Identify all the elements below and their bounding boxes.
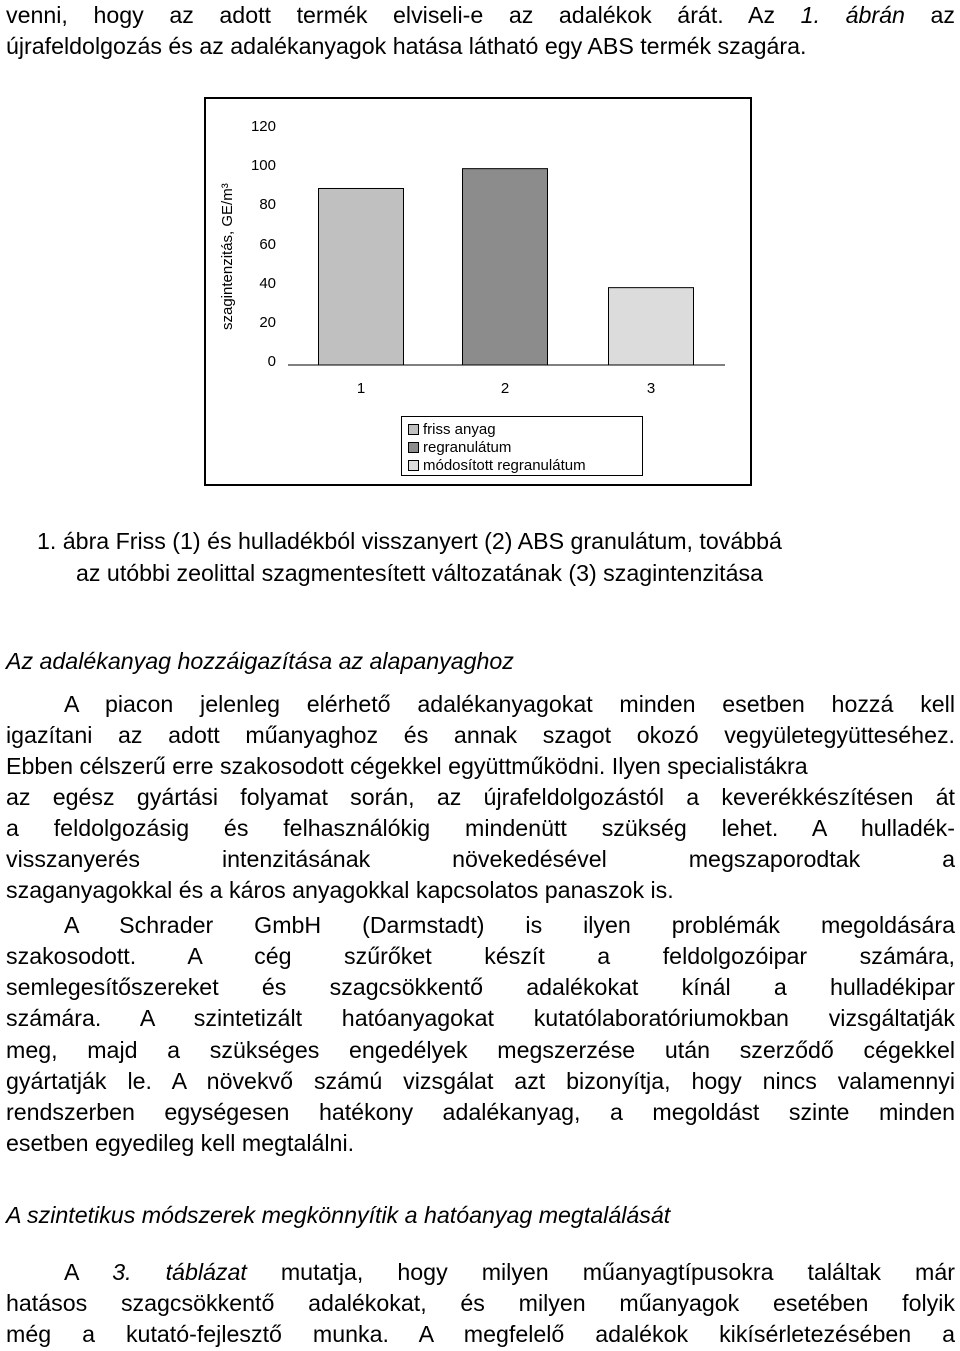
- y-tick-label: 60: [259, 236, 276, 253]
- paragraph-line: újrafeldolgozás és az adalékanyagok hatása látható egy ABS termék szagára.: [6, 33, 807, 59]
- paragraph-line: esetben egyedileg kell megtalálni.: [6, 1130, 355, 1156]
- paragraph-line: semlegesítőszereket és szagcsökkentő adalékokat kínál a hulladékipar: [6, 974, 955, 1000]
- bar-1: [319, 188, 404, 365]
- y-axis-title: szagintenzitás, GE/m³: [219, 183, 236, 330]
- legend-swatch: [408, 442, 419, 453]
- x-tick-label: 3: [646, 380, 656, 397]
- paragraph-line: A Schrader GmbH (Darmstadt) is ilyen problémák megoldására: [64, 912, 955, 938]
- paragraph-line: igazítani az adott műanyaghoz és annak szagot okozó vegyületegyütteséhez.: [6, 722, 955, 748]
- legend-swatch: [408, 424, 419, 435]
- paragraph-line: hatásos szagcsökkentő adalékokat, és milyen műanyagok esetében folyik: [6, 1290, 955, 1316]
- paragraph-line: Ebben célszerű erre szakosodott cégekkel együttműködni. Ilyen specialistákra: [6, 753, 808, 779]
- paragraph-line: gyártatják le. A növekvő számú vizsgálat azt bizonyítja, hogy nincs valamennyi: [6, 1068, 955, 1094]
- y-tick-label: 100: [250, 157, 276, 174]
- y-tick-label: 0: [267, 353, 276, 370]
- figure-reference: 1. ábrán: [800, 2, 905, 28]
- x-tick-label: 1: [356, 380, 366, 397]
- table-reference: 3. táblázat: [112, 1259, 247, 1285]
- paragraph-line: az egész gyártási folyamat során, az újrafeldolgozástól a keverékkészítésen át: [6, 784, 955, 810]
- bar-3: [609, 288, 694, 365]
- paragraph-line: A 3. táblázat mutatja, hogy milyen műanyagtípusokra találtak már: [64, 1259, 955, 1285]
- legend-swatch: [408, 460, 419, 471]
- section-heading: A szintetikus módszerek megkönnyítik a hatóanyag megtalálását: [6, 1202, 671, 1228]
- paragraph-line: a feldolgozásig és felhasználókig mindenütt szükség lehet. A hulladék-: [6, 815, 955, 841]
- paragraph-line: szakosodott. A cég szűrőket készít a feldolgozóipar számára,: [6, 943, 955, 969]
- paragraph-line: venni, hogy az adott termék elviseli-e az adalékok árát. Az 1. ábrán az: [6, 2, 955, 28]
- figure-caption-line: 1. ábra Friss (1) és hulladékból visszanyert (2) ABS granulátum, továbbá: [37, 528, 782, 554]
- paragraph-line: szaganyagokkal és a káros anyagokkal kapcsolatos panaszok is.: [6, 877, 674, 903]
- y-tick-label: 80: [259, 196, 276, 213]
- y-tick-label: 20: [259, 314, 276, 331]
- paragraph-line: meg, majd a szükséges engedélyek megszerzése után szerződő cégekkel: [6, 1037, 955, 1063]
- paragraph-line: rendszerben egységesen hatékony adalékanyag, a megoldást szinte minden: [6, 1099, 955, 1125]
- paragraph-line: számára. A szintetizált hatóanyagokat kutatólaboratóriumokban vizsgáltatják: [6, 1005, 955, 1031]
- paragraph-line: visszanyerés intenzitásának növekedésével megszaporodtak a: [6, 846, 955, 872]
- bar-2: [463, 169, 548, 365]
- section-heading: Az adalékanyag hozzáigazítása az alapanyaghoz: [6, 648, 514, 674]
- legend-label: friss anyag: [423, 421, 496, 438]
- figure-caption-line: az utóbbi zeolittal szagmentesített változatának (3) szagintenzitása: [76, 560, 763, 586]
- paragraph-line: még a kutató-fejlesztő munka. A megfelelő adalékok kikísérletezésében a: [6, 1321, 955, 1347]
- y-tick-label: 40: [259, 275, 276, 292]
- y-tick-label: 120: [250, 118, 276, 135]
- x-tick-label: 2: [500, 380, 510, 397]
- paragraph-line: A piacon jelenleg elérhető adalékanyagokat minden esetben hozzá kell: [64, 691, 955, 717]
- legend-label: módosított regranulátum: [423, 457, 586, 474]
- legend-label: regranulátum: [423, 439, 512, 456]
